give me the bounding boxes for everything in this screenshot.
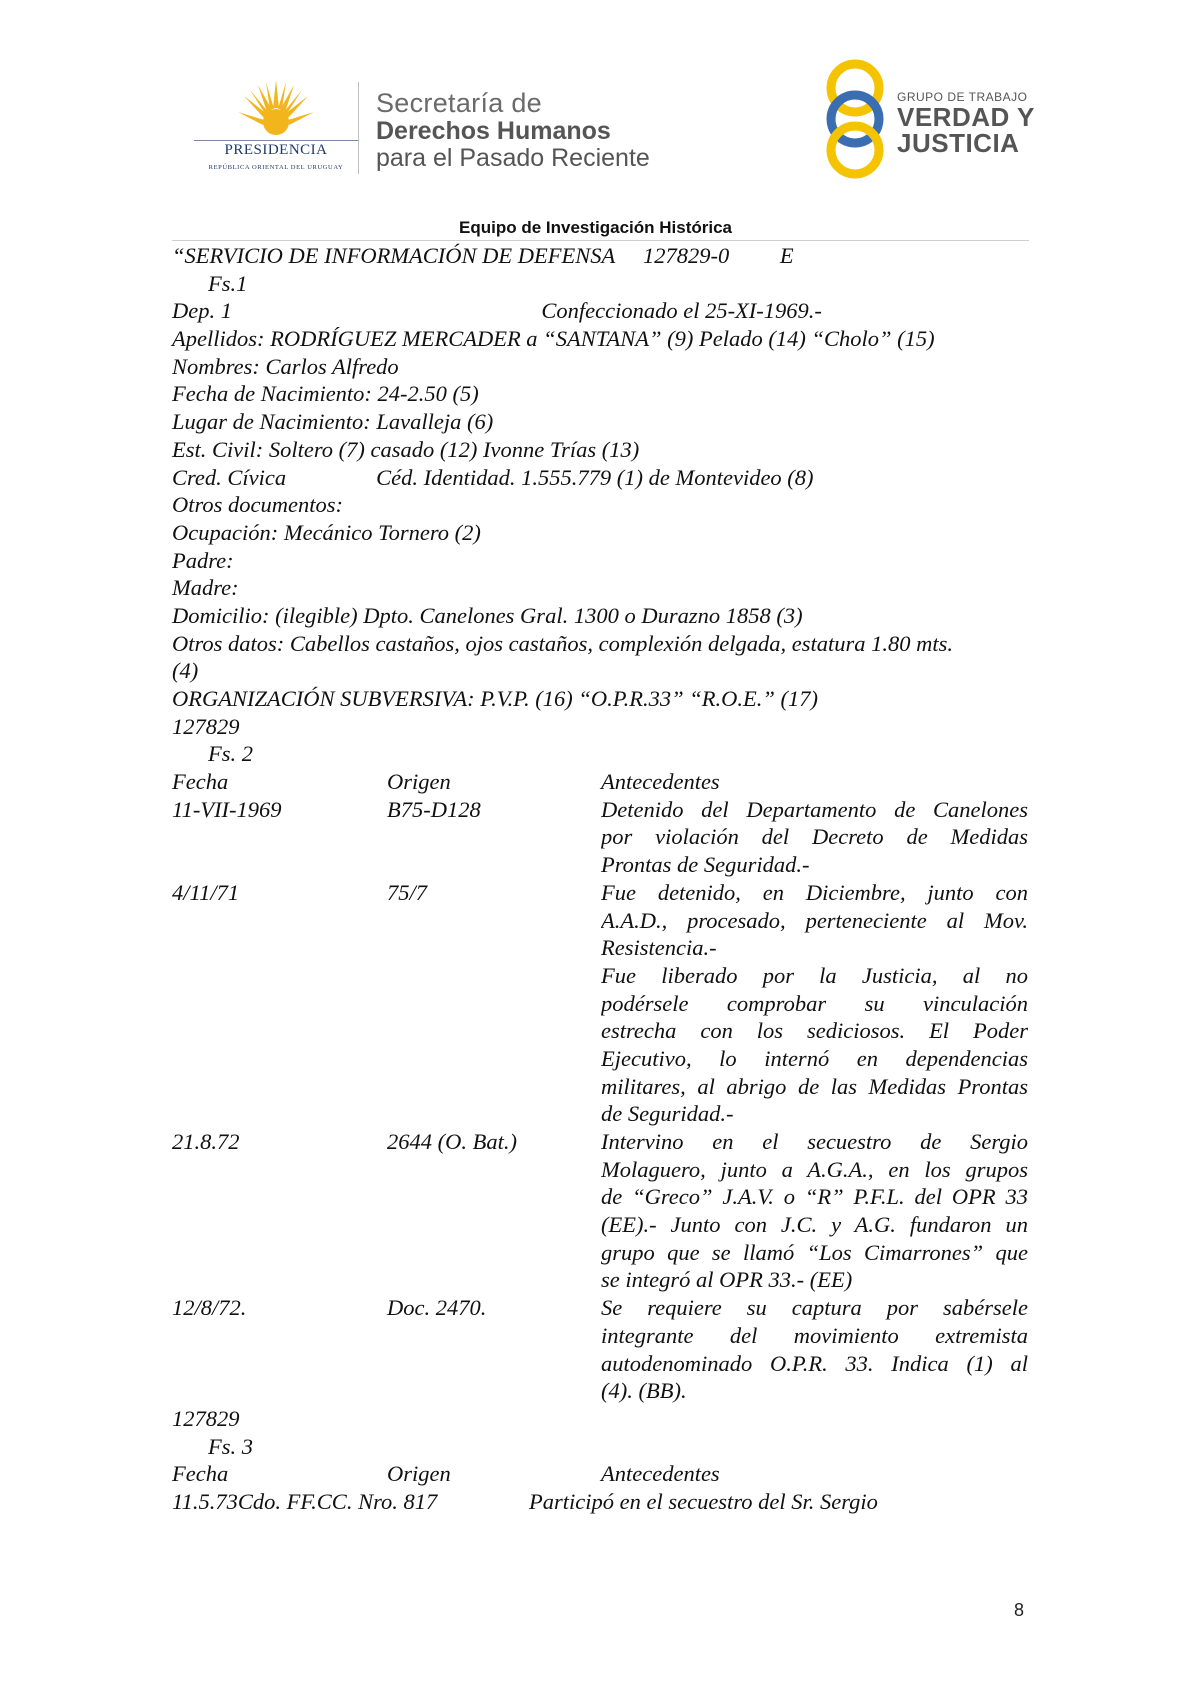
header-fecha: Fecha [172, 769, 229, 795]
verdad-justicia-rings-icon [822, 58, 888, 180]
row-origen: 75/7 [387, 879, 428, 905]
nombres-line: Nombres: Carlos Alfredo [172, 353, 399, 379]
secretaria-line1: Secretaría de [376, 88, 542, 118]
team-title: Equipo de Investigación Histórica [459, 218, 732, 237]
folio-1: Fs.1 [208, 270, 248, 296]
estado-civil-line: Est. Civil: Soltero (7) casado (12) Ivonne Trías (13) [172, 436, 640, 462]
row-origen: B75-D128 [387, 796, 481, 822]
header-origen: Origen [387, 769, 451, 795]
otros-datos-line: Otros datos: Cabellos castaños, ojos castaños, complexión delgada, estatura 1.80 mts. [172, 630, 954, 656]
antecedente-line: Intervino en el secuestro de Sergio [601, 1129, 1028, 1154]
sun-icon [238, 80, 314, 140]
antecedente-line: autodenominado O.P.R. 33. Indica (1) al [601, 1350, 1028, 1376]
fecha-nacimiento-line: Fecha de Nacimiento: 24-2.50 (5) [172, 381, 479, 407]
antecedente-line: Molaguero, junto a A.G.A., en los grupos [601, 1156, 1028, 1182]
secretaria-line3: para el Pasado Reciente [376, 144, 650, 172]
otros-documentos-line: Otros documentos: [172, 492, 344, 518]
antecedente-line: Detenido del Departamento de Canelones [601, 796, 1028, 822]
antecedente-line: Fue liberado por la Justicia, al no [601, 962, 1028, 988]
row-antecedente [601, 879, 1028, 1128]
table-header-row [172, 768, 1028, 796]
header-fecha-2: Fecha [172, 1461, 229, 1487]
apellidos-line: Apellidos: RODRÍGUEZ MERCADER a “SANTANA” (9) Pelado (14) “Cholo” (15) [172, 326, 935, 352]
antecedente-line: Se requiere su captura por sabérsele [601, 1295, 1028, 1321]
antecedente-line: Fue detenido, en Diciembre, junto con [601, 879, 1028, 905]
lugar-nacimiento-line: Lugar de Nacimiento: Lavalleja (6) [172, 409, 494, 435]
record-number-2: 127829 [172, 1405, 240, 1431]
madre-line: Madre: [172, 575, 239, 601]
row-antecedente [601, 1294, 1028, 1405]
grupo-line2: VERDAD Y [897, 102, 1035, 132]
otros-datos-line-cont: (4) [172, 658, 199, 684]
table-row-last [172, 1488, 1028, 1516]
antecedente-line: (4). (BB). [601, 1378, 687, 1404]
last-row-antecedente: Participó en el secuestro del Sr. Sergio [529, 1488, 878, 1514]
antecedente-line: estrecha con los sediciosos. El Poder [601, 1018, 1028, 1044]
row-fecha: 11-VII-1969 [172, 796, 282, 822]
antecedente-line: Resistencia.- [601, 935, 717, 961]
antecedente-line: integrante del movimiento extremista [601, 1322, 1028, 1348]
padre-line: Padre: [172, 547, 234, 573]
row-antecedente [601, 796, 1028, 879]
credencial-line: Cred. Cívica Céd. Identidad. 1.555.779 (1) de Montevideo (8) [172, 464, 814, 490]
page-number: 8 [1014, 1600, 1025, 1620]
antecedente-line: de “Greco” J.A.V. o “R” P.F.L. del OPR 33 [601, 1184, 1028, 1210]
verdad-justicia-logo-text [897, 90, 1035, 156]
presidencia-rule [194, 140, 358, 141]
antecedente-line: se integró al OPR 33.- (EE) [601, 1267, 853, 1293]
antecedente-line: por violación del Decreto de Medidas [601, 824, 1028, 850]
antecedente-line: A.A.D., procesado, perteneciente al Mov. [601, 907, 1028, 933]
antecedente-line: (EE).- Junto con J.C. y A.G. fundaron un [601, 1212, 1028, 1238]
antecedente-line: Ejecutivo, lo internó en dependencias [601, 1045, 1028, 1071]
presidencia-logo [196, 80, 356, 180]
row-origen: Doc. 2470. [387, 1295, 487, 1321]
secretaria-logo-text [376, 88, 650, 172]
grupo-line3: JUSTICIA [897, 128, 1020, 158]
last-row-fecha-origen: 11.5.73Cdo. FF.CC. Nro. 817 [172, 1488, 438, 1514]
header-divider [358, 82, 359, 174]
ocupacion-line: Ocupación: Mecánico Tornero (2) [172, 519, 481, 545]
antecedente-line: podérsele comprobar su vinculación [601, 990, 1028, 1016]
row-origen: 2644 (O. Bat.) [387, 1129, 517, 1154]
antecedentes-table [172, 796, 1028, 1405]
antecedente-line: de Seguridad.- [601, 1101, 734, 1127]
header-antecedentes: Antecedentes [601, 769, 720, 795]
row-antecedente [601, 1128, 1028, 1294]
row-fecha: 21.8.72 [172, 1129, 240, 1154]
organizacion-line: ORGANIZACIÓN SUBVERSIVA: P.V.P. (16) “O.P.R.33” “R.O.E.” (17) [172, 686, 819, 711]
folio-2: Fs. 2 [208, 741, 253, 767]
domicilio-line: Domicilio: (ilegible) Dpto. Canelones Gral. 1300 o Durazno 1858 (3) [172, 602, 803, 628]
header-rule [172, 240, 1029, 241]
doc-title-line: “SERVICIO DE INFORMACIÓN DE DEFENSA 127829-0 E [172, 243, 794, 268]
grupo-line1: GRUPO DE TRABAJO [897, 90, 1028, 104]
folio-3: Fs. 3 [208, 1433, 253, 1459]
record-number: 127829 [172, 713, 240, 739]
presidencia-name: PRESIDENCIA [224, 142, 328, 158]
table-row [172, 796, 1028, 879]
dep-line: Dep. 1 Confeccionado el 25-XI-1969.- [172, 298, 822, 324]
table-row [172, 879, 1028, 1128]
antecedente-line: grupo que se llamó “Los Cimarrones” que [601, 1239, 1028, 1265]
antecedente-line: militares, al abrigo de las Medidas Prontas [601, 1073, 1028, 1099]
header-origen-2: Origen [387, 1461, 451, 1487]
table-row [172, 1128, 1028, 1294]
antecedente-line: Prontas de Seguridad.- [601, 852, 810, 878]
presidencia-subtitle: REPÚBLICA ORIENTAL DEL URUGUAY [208, 164, 344, 171]
table-row [172, 1294, 1028, 1405]
header-antecedentes-2: Antecedentes [601, 1461, 720, 1487]
document-header [0, 0, 1191, 237]
document-body [172, 242, 1028, 1516]
secretaria-line2: Derechos Humanos [376, 117, 611, 145]
table-header-row-2 [172, 1460, 1028, 1488]
row-fecha: 4/11/71 [172, 879, 240, 905]
row-fecha: 12/8/72. [172, 1295, 247, 1321]
